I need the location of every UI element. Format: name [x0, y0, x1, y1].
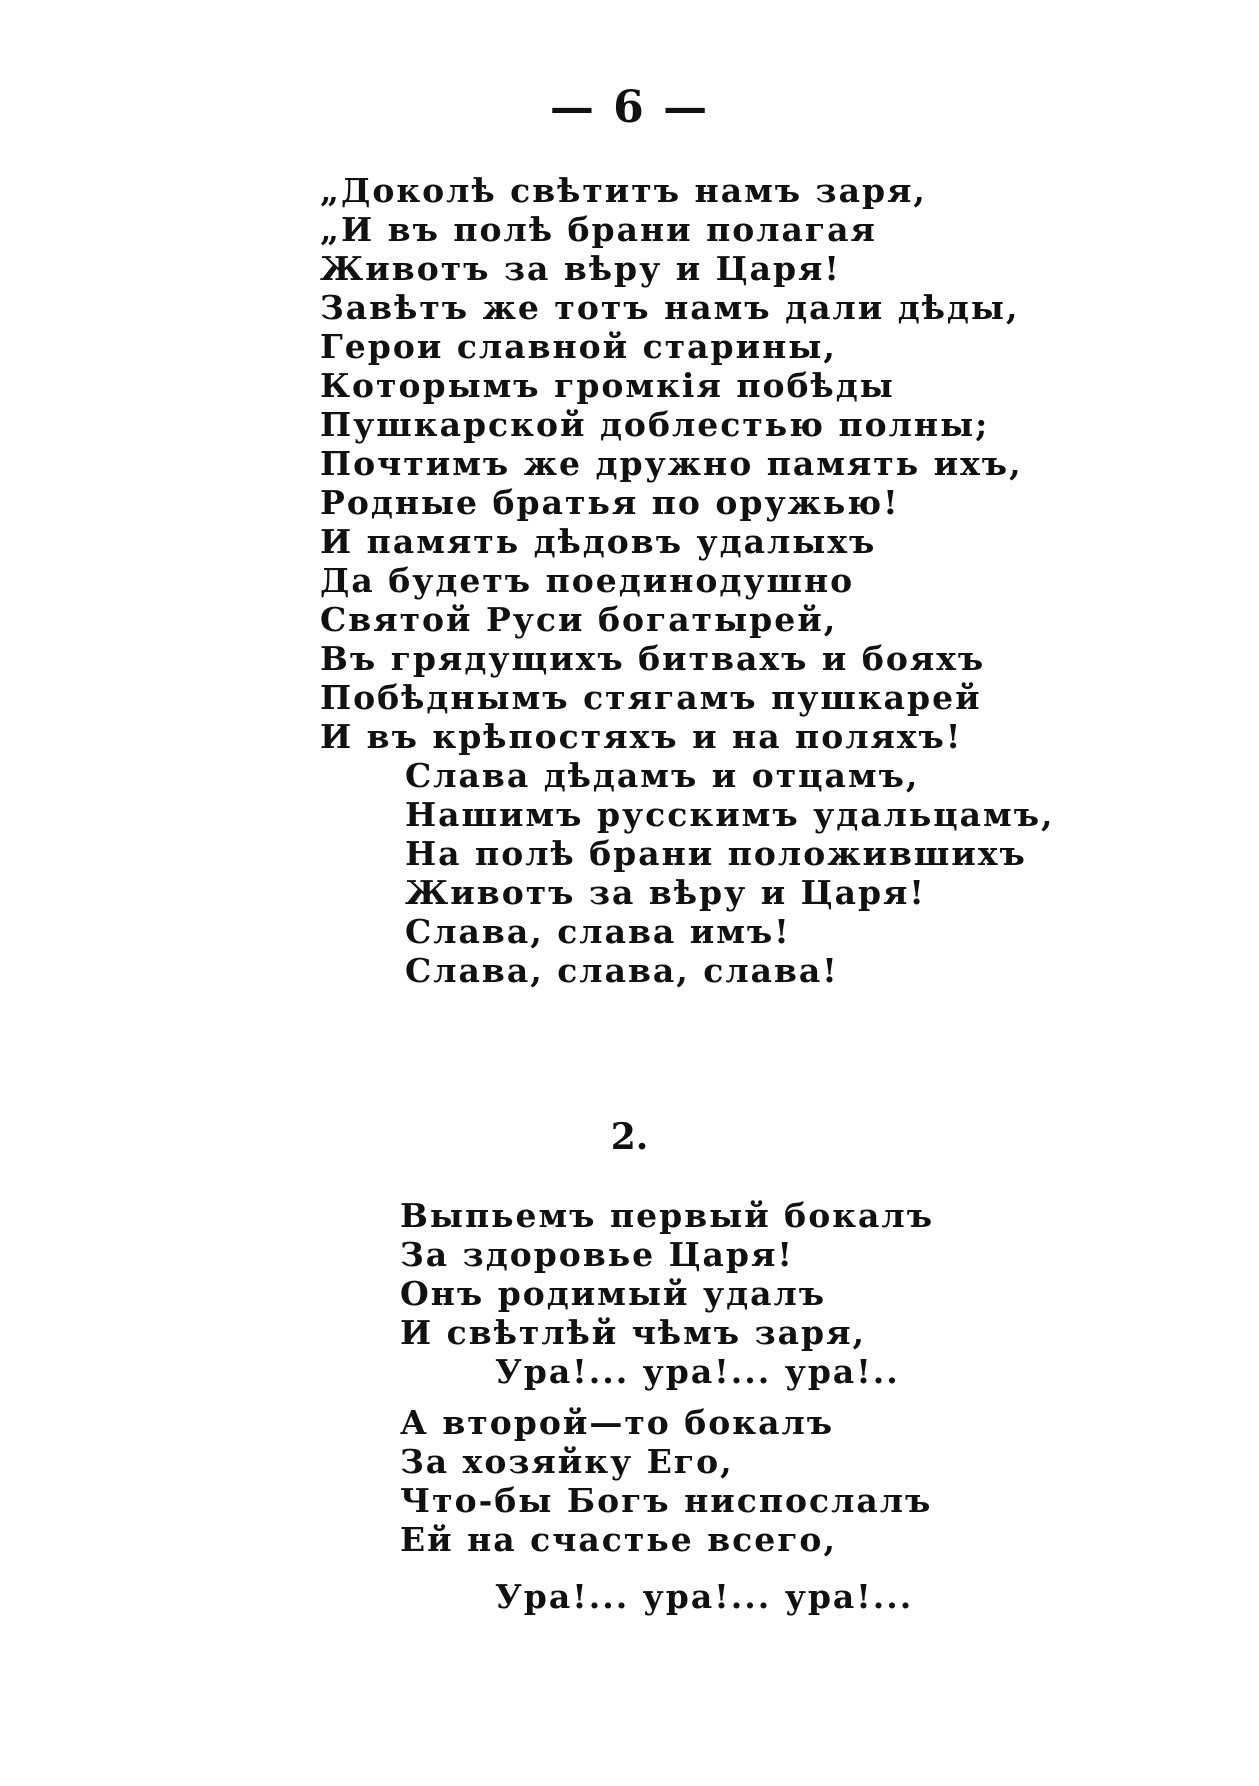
verse-line: Почтимъ же дружно память ихъ,	[320, 444, 1023, 483]
verse-line: И свѣтлѣй чѣмъ заря,	[400, 1313, 866, 1352]
chorus-line: На полѣ брани положившихъ	[405, 834, 1027, 873]
verse-line: За здоровье Царя!	[400, 1235, 794, 1274]
song-one-chorus	[405, 756, 1055, 990]
chorus-line: Слава, слава, слава!	[405, 951, 839, 990]
chorus-line: Животъ за вѣру и Царя!	[405, 873, 926, 912]
verse-line: А второй—то бокалъ	[400, 1403, 835, 1442]
section-number: 2.	[610, 1116, 649, 1158]
verse-line: Родные братья по оружью!	[320, 483, 900, 522]
verse-line: Да будетъ поединодушно	[320, 561, 855, 600]
verse-line: Въ грядущихъ битвахъ и бояхъ	[320, 639, 986, 678]
refrain-line: Ура!... ура!... ура!..	[495, 1352, 900, 1391]
verse-line: „Доколѣ свѣтитъ намъ заря,	[320, 171, 927, 210]
verse-line: Пушкарской доблестью полны;	[320, 405, 990, 444]
song-two-verse	[400, 1196, 934, 1616]
verse-line: И память дѣдовъ удалыхъ	[320, 522, 877, 561]
verse-line: Побѣднымъ стягамъ пушкарей	[320, 678, 982, 717]
verse-line: Что-бы Богъ ниспослалъ	[400, 1481, 933, 1520]
verse-line: Животъ за вѣру и Царя!	[320, 249, 841, 288]
refrain-line: Ура!... ура!... ура!...	[495, 1577, 914, 1616]
verse-line: Выпьемъ первый бокалъ	[400, 1196, 935, 1235]
verse-line: И въ крѣпостяхъ и на поляхъ!	[320, 717, 963, 756]
page-number: — 6 —	[549, 82, 710, 133]
verse-line: Завѣтъ же тотъ намъ дали дѣды,	[320, 288, 1020, 327]
verse-line: Ей на счастье всего,	[400, 1520, 837, 1559]
verse-line: „И въ полѣ брани полагая	[320, 210, 877, 249]
verse-line: За хозяйку Его,	[400, 1442, 734, 1481]
chorus-line: Нашимъ русскимъ удальцамъ,	[405, 795, 1055, 834]
chorus-line: Слава, слава имъ!	[405, 912, 791, 951]
verse-line: Святой Руси богатырей,	[320, 600, 838, 639]
verse-line: Герои славной старины,	[320, 327, 837, 366]
song-one-verse	[320, 171, 1023, 756]
chorus-line: Слава дѣдамъ и отцамъ,	[405, 756, 920, 795]
verse-line: Онъ родимый удалъ	[400, 1274, 827, 1313]
verse-line: Которымъ громкія побѣды	[320, 366, 895, 405]
